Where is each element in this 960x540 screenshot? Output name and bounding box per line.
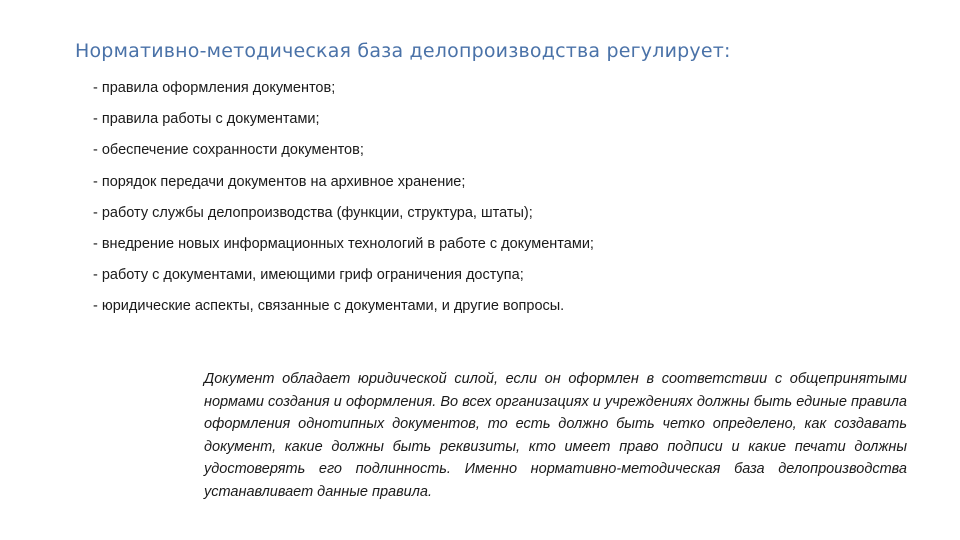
list-item: - обеспечение сохранности документов;	[93, 142, 364, 159]
list-item: - правила работы с документами;	[93, 111, 320, 128]
list-item: - правила оформления документов;	[93, 80, 336, 96]
list-item: - порядок передачи документов на архивное хранение;	[93, 173, 466, 190]
list-item: - юридические аспекты, связанные с документами, и другие вопросы.	[93, 298, 565, 315]
legal-force-note: Документ обладает юридической силой, если он оформлен в соответствии с общепринятыми нормами создания и оформления. Во всех организациях и учреждениях должны быть единые правила оформления однотипных документов, то есть должно быть четко определено, как создавать документ, какие должны быть реквизиты, кто имеет право подписи и какие печати должны удостоверять его подлинность. Именно нормативно-методическая база делопроизводства устанавливает данные правила.	[204, 371, 907, 500]
slide-title: Нормативно-методическая база делопроизводства регулирует:	[75, 40, 731, 62]
list-item: - работу с документами, имеющими гриф ограничения доступа;	[93, 267, 524, 284]
list-item: - внедрение новых информационных технологий в работе с документами;	[93, 235, 594, 252]
regulation-list	[93, 80, 594, 330]
list-item: - работу службы делопроизводства (функции, структура, штаты);	[93, 204, 533, 221]
